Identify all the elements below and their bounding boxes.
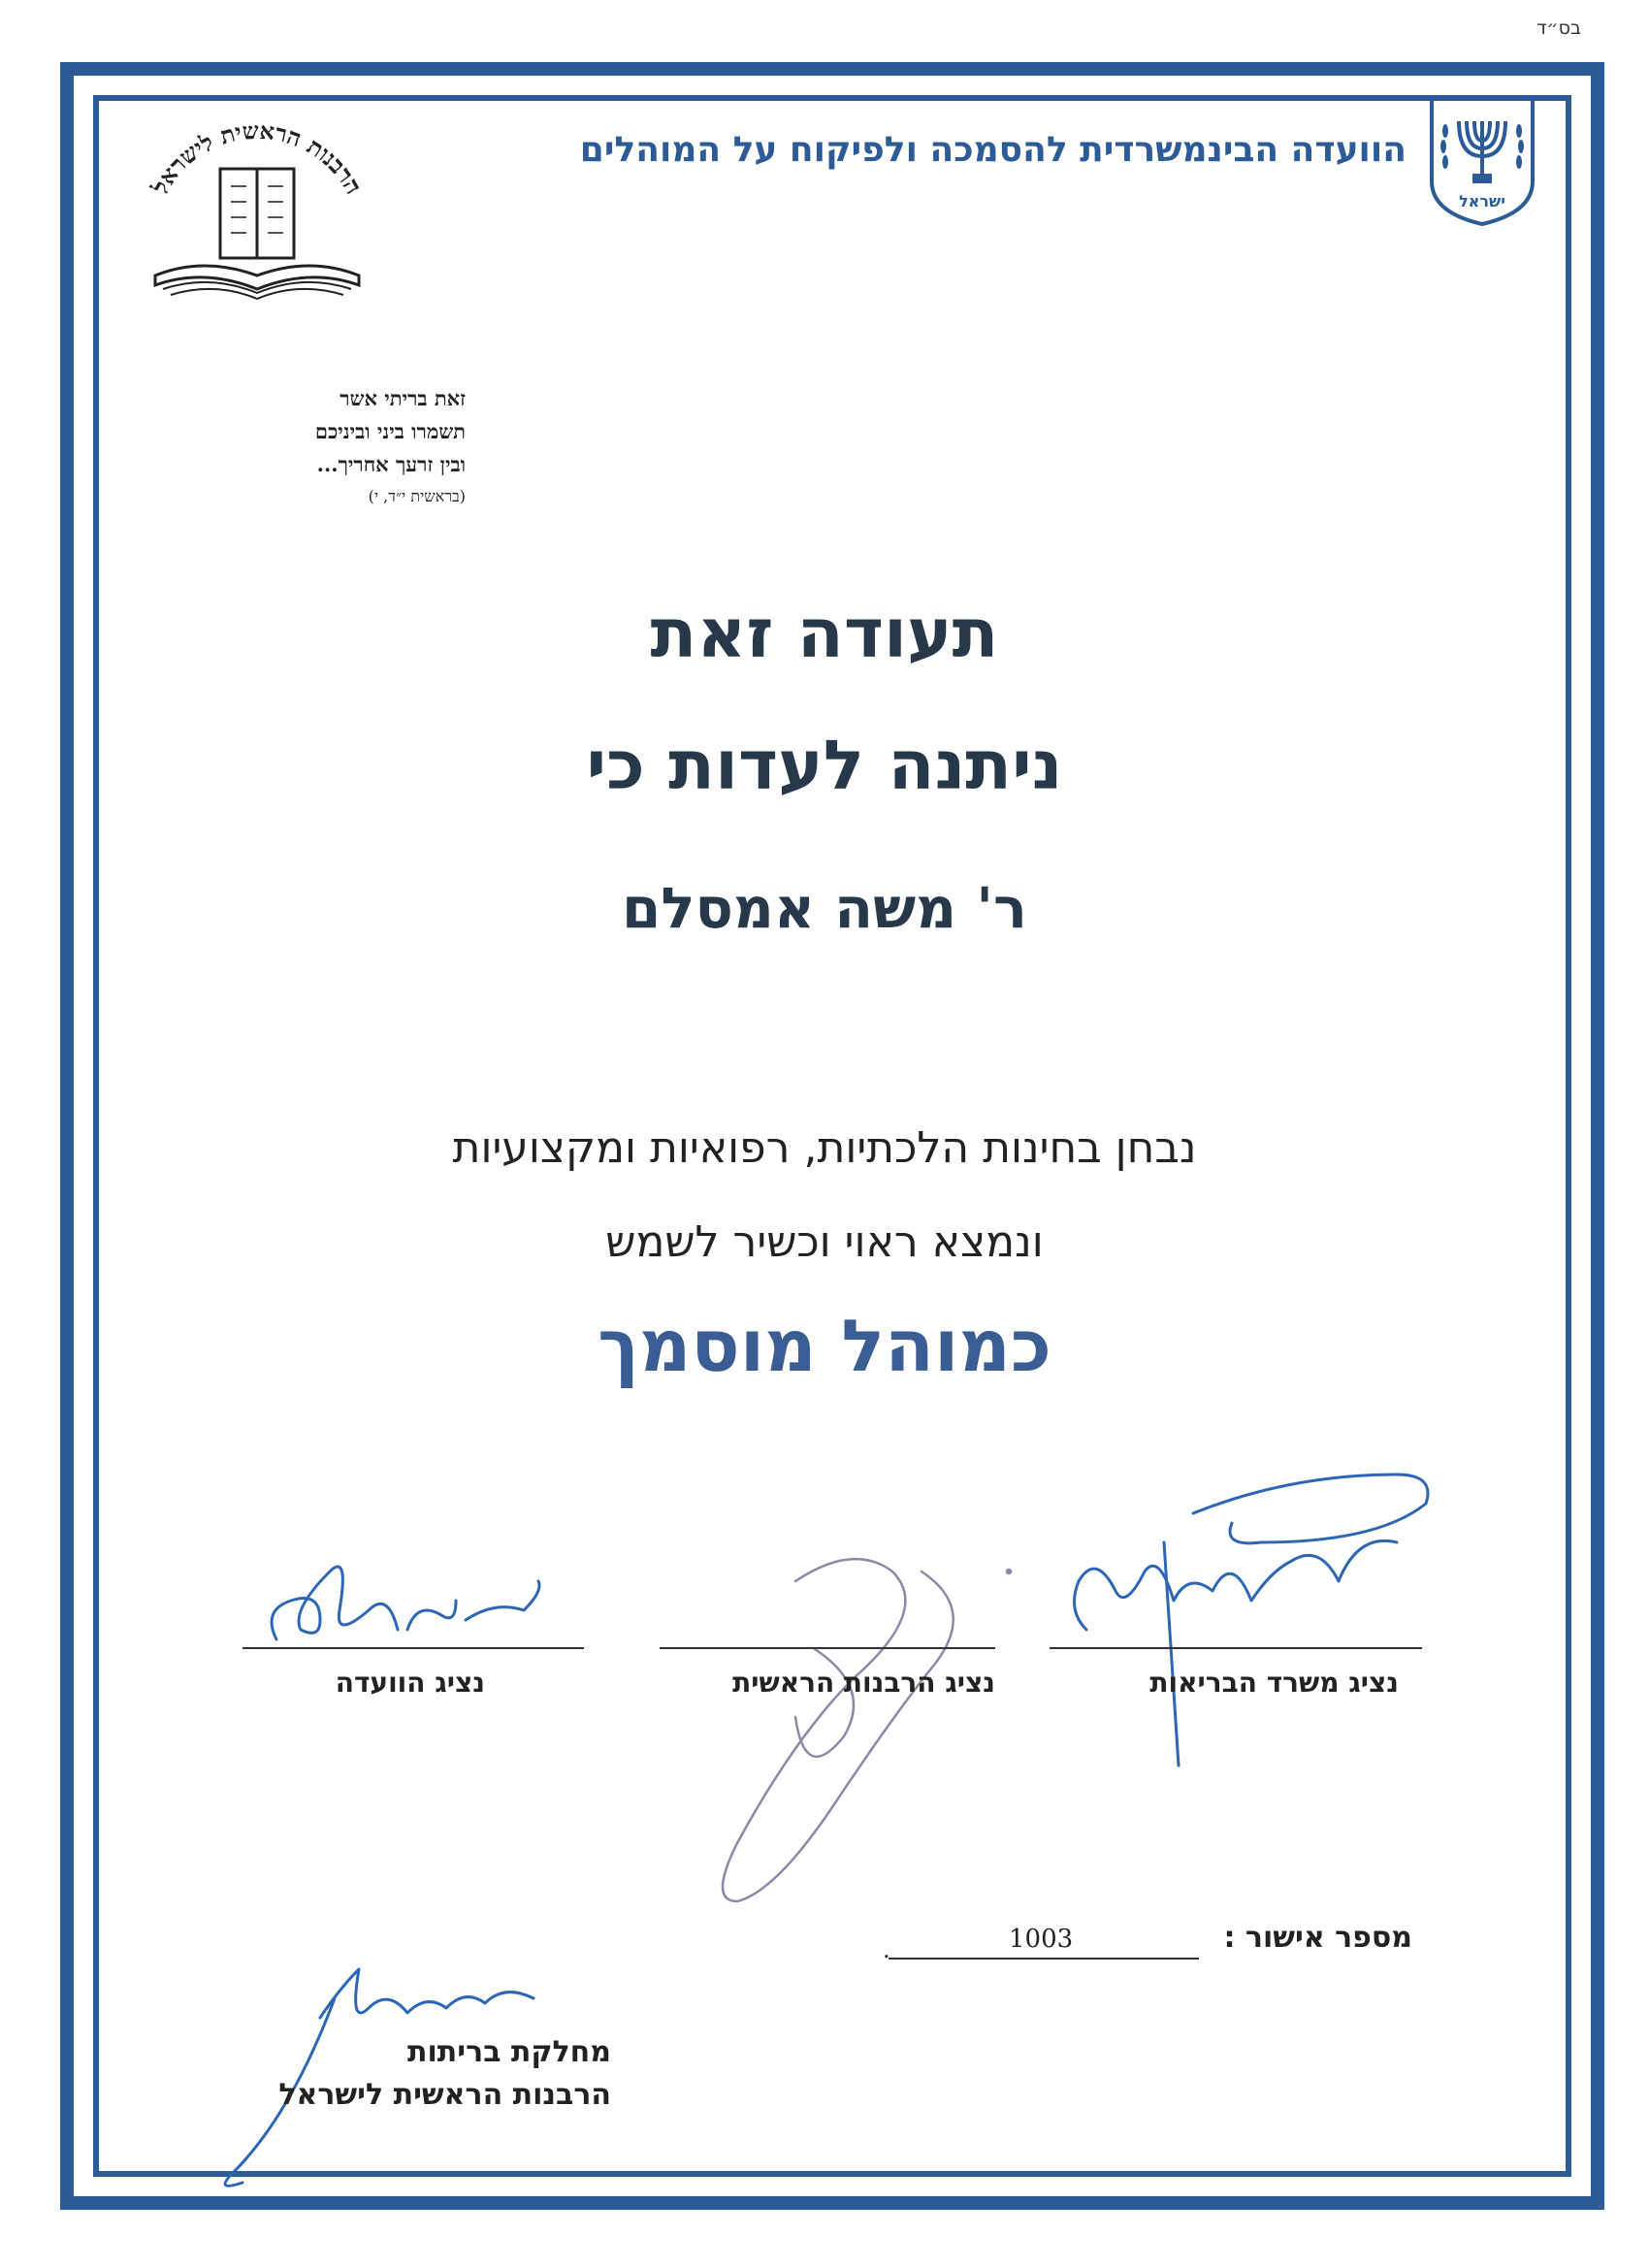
approval-number-label: מספר אישור : — [1223, 1921, 1412, 1955]
health-ministry-signature-line — [1050, 1647, 1422, 1649]
corner-mark: בס״ד — [1536, 17, 1581, 39]
health-ministry-label: נציג משרד הבריאות — [1149, 1667, 1399, 1699]
certificate-heading-1: תעודה זאת — [650, 594, 999, 673]
verse-line-3: ובין זרעך אחריך... — [316, 452, 466, 476]
approval-dot: . — [883, 1936, 890, 1963]
chief-rabbinate-label: נציג הרבנות הראשית — [732, 1667, 995, 1699]
chief-rabbinate-signature — [723, 1559, 1011, 1901]
approval-number-line — [889, 1958, 1199, 1960]
department-organization: הרבנות הראשית לישראל — [278, 2078, 611, 2112]
certificate-heading-2: ניתנה לעדות כי — [586, 726, 1063, 805]
chief-rabbinate-signature-line — [660, 1647, 995, 1649]
qualification-title: כמוהל מוסמך — [598, 1305, 1051, 1388]
emblem-text: ישראל — [1459, 192, 1505, 211]
rabbinate-logo-text: הרבנות הראשית לישראל — [146, 115, 369, 199]
department-name: מחלקת בריתות — [407, 2035, 611, 2069]
exam-statement: נבחן בחינות הלכתיות, רפואיות ומקצועיות — [452, 1123, 1197, 1173]
verse-line-2: תשמרו ביני וביניכם — [314, 419, 466, 443]
fitness-statement: ונמצא ראוי וכשיר לשמש — [605, 1217, 1044, 1267]
recipient-name: ר' משה אמסלם — [622, 875, 1027, 941]
committee-signature — [272, 1567, 539, 1639]
health-ministry-signature — [1075, 1474, 1429, 1766]
committee-label: נציג הוועדה — [335, 1667, 485, 1699]
committee-signature-line — [242, 1647, 584, 1649]
verse-line-1: זאת בריתי אשר — [340, 386, 466, 410]
committee-title: הוועדה הבינמשרדית להסמכה ולפיקוח על המוהלים — [579, 130, 1406, 170]
verse-source: (בראשית י״ד, י) — [368, 487, 466, 505]
approval-number-value: 1003 — [1009, 1925, 1074, 1954]
